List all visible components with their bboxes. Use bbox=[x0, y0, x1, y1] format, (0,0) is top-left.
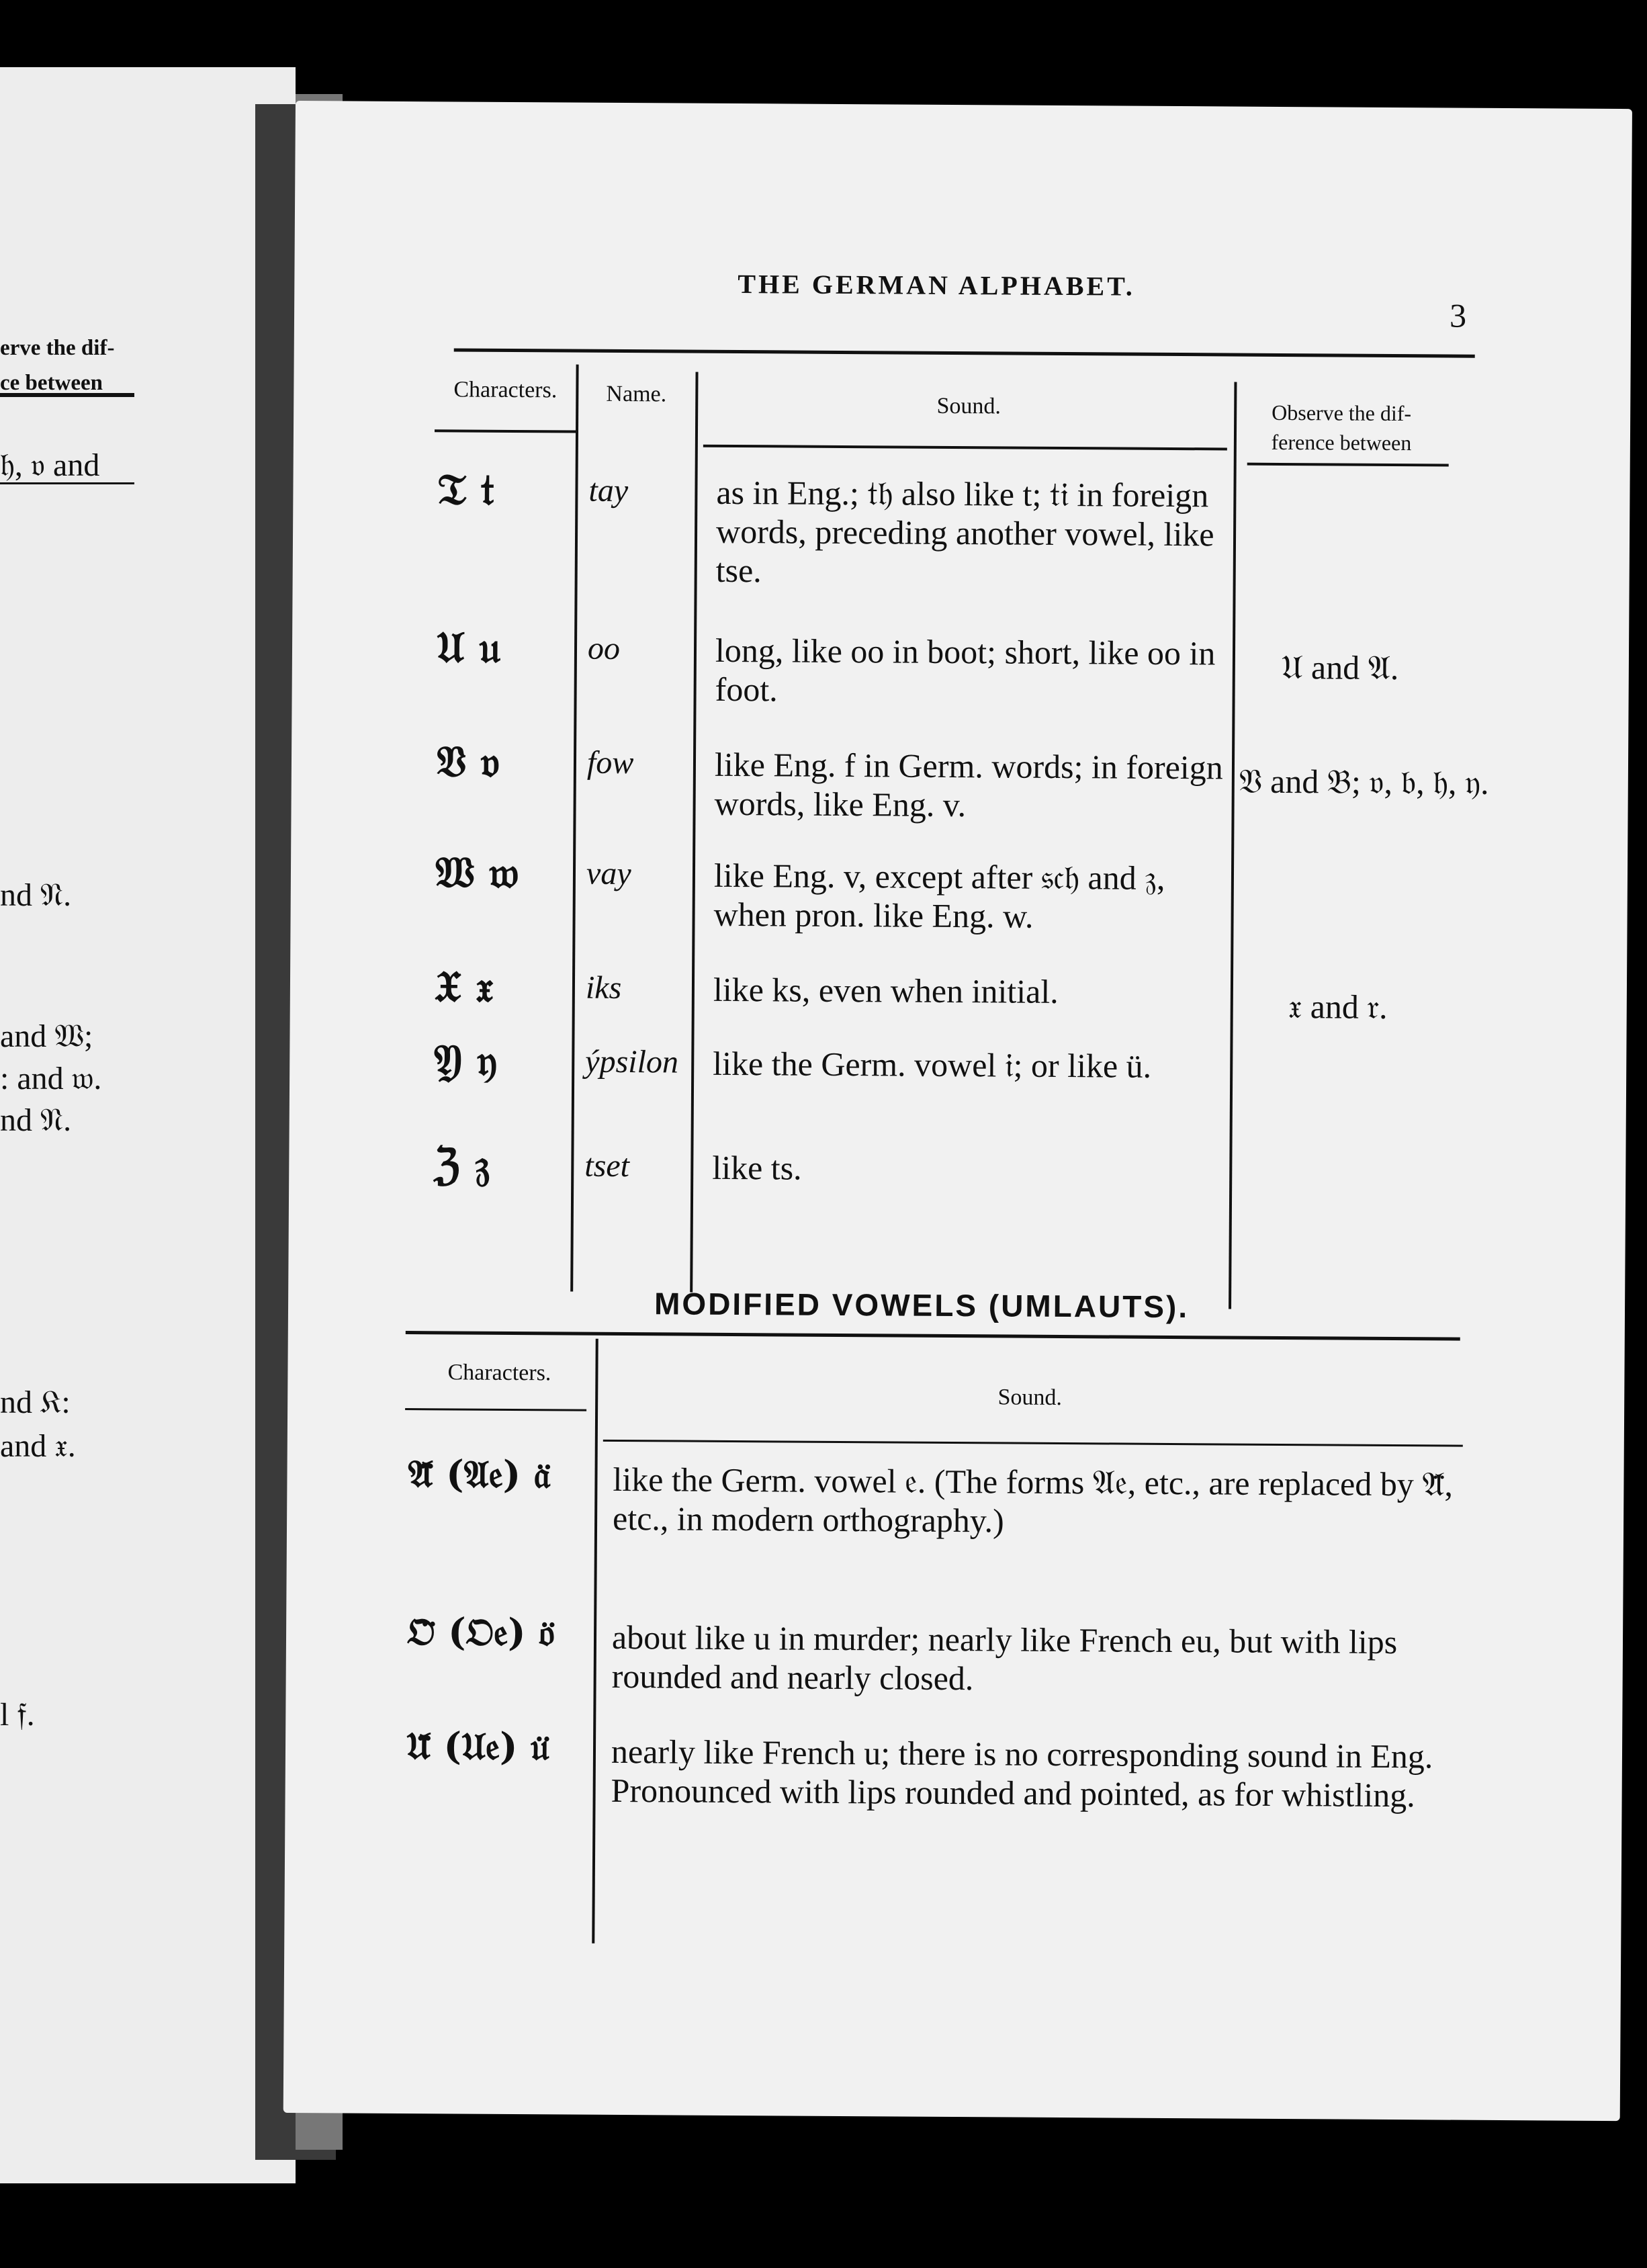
umlaut-column-characters: Characters. bbox=[447, 1360, 551, 1386]
alphabet-row-sound: like Eng. v, except after 𝔰𝔠𝔥 and 𝔷, when pron. like Eng. w. bbox=[713, 856, 1165, 935]
umlaut-row-sound: like the Germ. vowel 𝔢. (The forms 𝔄𝔢, etc., are replaced by 𝔄̈, etc., in modern orthography.) bbox=[612, 1460, 1454, 1540]
alphabet-row-sound: long, like oo in boot; short, like oo in foot. bbox=[715, 631, 1216, 709]
section-title-umlauts: MODIFIED VOWELS (UMLAUTS). bbox=[654, 1286, 1190, 1325]
alphabet-row-observe bbox=[1240, 490, 1441, 491]
alphabet-row-sound: like Eng. f in Germ. words; in foreign words, like Eng. v. bbox=[714, 745, 1223, 824]
column-header-sound: Sound. bbox=[936, 393, 1001, 419]
page-number: 3 bbox=[1449, 296, 1467, 335]
umlaut-row-sound: about like u in murder; nearly like French eu, but with lips rounded and nearly closed. bbox=[611, 1618, 1398, 1698]
alphabet-row-characters: 𝔘 𝔲 bbox=[436, 622, 501, 673]
alphabet-row-observe: 𝔙 and 𝔅; 𝔳, 𝔟, 𝔥, 𝔶. bbox=[1238, 762, 1489, 801]
left-page-fragment: : and 𝔴. bbox=[0, 1061, 102, 1096]
left-page-fragment: and 𝔵. bbox=[0, 1428, 76, 1464]
alphabet-row-name: tset bbox=[584, 1147, 630, 1184]
alphabet-row-observe bbox=[1238, 873, 1439, 874]
left-page-fragment: and 𝔚; bbox=[0, 1018, 93, 1054]
left-page-fragment: l 𝔣. bbox=[0, 1697, 35, 1733]
left-page-fragment: 𝔥, 𝔳 and bbox=[0, 447, 100, 483]
alphabet-row-characters: 𝔚 𝔴 bbox=[435, 847, 519, 899]
alphabet-row-characters: ℨ 𝔷 bbox=[433, 1139, 491, 1190]
alphabet-row-name: fow bbox=[586, 744, 634, 781]
column-header-observe: Observe the dif-ference between bbox=[1271, 400, 1412, 455]
alphabet-row-observe bbox=[1236, 1165, 1437, 1166]
alphabet-row-name: ýpsilon bbox=[585, 1043, 679, 1080]
alphabet-row-sound: like ks, even when initial. bbox=[713, 970, 1059, 1010]
umlaut-row-characters: 𝔘̈ (𝔘𝔢) 𝔲̈ bbox=[406, 1724, 549, 1770]
umlaut-row-characters: 𝔄̈ (𝔄𝔢) 𝔞̈ bbox=[408, 1452, 551, 1497]
alphabet-row-characters: 𝔙 𝔳 bbox=[435, 736, 500, 787]
alphabet-row-name: iks bbox=[585, 969, 622, 1006]
left-page-fragment: erve the dif- bbox=[0, 336, 115, 360]
umlaut-row-sound: nearly like French u; there is no corresponding sound in Eng. Pronounced with lips rounded and pointed, as for whistling. bbox=[611, 1732, 1433, 1815]
right-page bbox=[283, 101, 1632, 2121]
left-page bbox=[0, 67, 296, 2183]
left-page-fragment: nd 𝔑. bbox=[0, 1102, 72, 1138]
left-page-fragment: nd 𝔎: bbox=[0, 1385, 71, 1420]
column-header-name: Name. bbox=[606, 381, 667, 407]
umlaut-row-characters: 𝔒̈ (𝔒𝔢) 𝔬̈ bbox=[406, 1610, 555, 1655]
alphabet-row-sound: like the Germ. vowel 𝔦; or like ü. bbox=[713, 1044, 1152, 1085]
alphabet-row-characters: 𝔛 𝔵 bbox=[434, 961, 494, 1012]
alphabet-row-name: tay bbox=[588, 472, 629, 509]
umlaut-column-sound: Sound. bbox=[997, 1385, 1063, 1411]
alphabet-row-characters: 𝔜 𝔶 bbox=[434, 1035, 498, 1086]
left-page-fragment: ce between bbox=[0, 371, 103, 395]
alphabet-row-sound: as in Eng.; 𝔱𝔥 also like t; 𝔱𝔦 in foreign words, preceding another vowel, like tse. bbox=[715, 473, 1214, 590]
alphabet-row-characters: 𝔗 𝔱 bbox=[437, 464, 495, 515]
left-page-fragment: nd 𝔑. bbox=[0, 877, 72, 913]
alphabet-row-observe bbox=[1237, 1061, 1438, 1062]
alphabet-row-name: oo bbox=[587, 630, 621, 666]
alphabet-row-sound: like ts. bbox=[712, 1148, 802, 1187]
running-header: THE GERMAN ALPHABET. bbox=[738, 269, 1136, 302]
column-header-characters: Characters. bbox=[453, 377, 558, 403]
alphabet-row-name: vay bbox=[586, 855, 631, 892]
alphabet-row-observe: 𝔘 and 𝔄. bbox=[1281, 648, 1399, 687]
alphabet-row-observe: 𝔵 and 𝔯. bbox=[1288, 988, 1388, 1026]
